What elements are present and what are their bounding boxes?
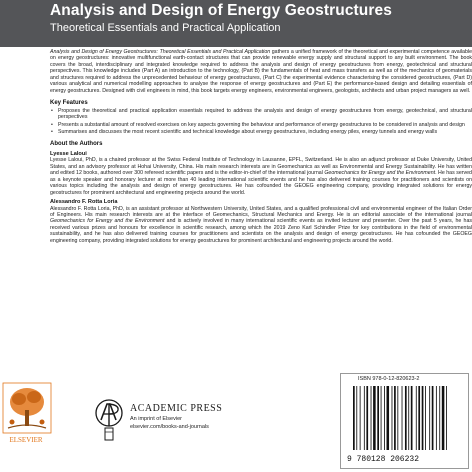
journal-title: Geomechanics for Energy and the Environment bbox=[324, 170, 436, 177]
key-features-list bbox=[50, 108, 472, 136]
title-banner bbox=[0, 0, 472, 47]
bio-text: Alessandro F. Rotta Loria, PhD, is an assistant professor at Northwestern University, United States, and a qualified professional civil and environmental engineer of the Italian Order of Engineers. His main research interests are at the interface of Geomechanics, Structural Mechanics and Energy. He is an editorial associate of the international journal bbox=[50, 205, 472, 218]
elsevier-wordmark: ELSEVIER bbox=[9, 436, 43, 444]
key-feature-item: • Presents a substantial amount of resolved exercises on key aspects governing the behaviour and performance of energy geostructures to be considered in analysis and design bbox=[50, 122, 472, 128]
bio-text: . He has served as a keynote speaker and honorary lecturer at more than 40 leading international scientific events and he has also delivered training courses for practitioners and scientists on various topics including the analysis and design of energy geostructures. He has cofounded the GEOEG engineering company, providing integrated solutions for energy geostructures for prominent architectural and engineering projects around the world. bbox=[50, 170, 472, 196]
book-title: Analysis and Design of Energy Geostructures bbox=[50, 2, 392, 19]
academic-press-logo-icon bbox=[92, 398, 126, 442]
journal-title: Geomechanics for Energy and the Environment bbox=[50, 218, 165, 225]
imprint-text: An imprint of Elsevier bbox=[130, 416, 182, 422]
author-name-laloui: Lyesse Laloui bbox=[50, 150, 87, 157]
book-subtitle: Theoretical Essentials and Practical Application bbox=[50, 22, 281, 34]
author-bio-laloui bbox=[50, 157, 472, 196]
author-bio-rotta-loria bbox=[50, 206, 472, 245]
publisher-url: elsevier.com/books-and-journals bbox=[130, 424, 209, 430]
barcode-icon bbox=[345, 384, 463, 464]
bio-text: Lyesse Laloui, PhD, is a chaired professor at the Swiss Federal Institute of Technology in Lausanne, EPFL, Switzerland. He is also an adjunct professor at Duke University, United States, and an advisory professor at Hohai University, China. His main research interests are in Geomechanics as well as Environmental and Energy Sustainability. He has written and edited 12 books, authored over 300 refereed scientific papers and is the editor-in-chief of the international journal bbox=[50, 157, 472, 177]
about-authors-heading: About the Authors bbox=[50, 141, 103, 148]
bio-text: and is actively involved in many international scientific events as invited lecturer and presenter. Over the past 5 years, he has received various prizes and honours for excellence in scientific research, among which the 2019 Zeno Karl Schindler Prize for key contributions in the field of environmental sustainability, and he has also delivered training courses for practitioners and scientists on the analysis and design of energy geostructures. He has cofounded the GEOEG engineering company, providing integrated solutions for energy geostructures for prominent architectural and engineering projects around the world. bbox=[50, 218, 472, 244]
elsevier-tree-logo-icon bbox=[2, 382, 52, 438]
author-name-rotta-loria: Alessandro F. Rotta Loria bbox=[50, 199, 118, 206]
barcode-digits: 9 780128 206232 bbox=[347, 455, 420, 464]
key-features-heading: Key Features bbox=[50, 100, 88, 107]
barcode-panel bbox=[340, 373, 469, 469]
blurb-content bbox=[50, 49, 472, 244]
academic-press-name: ACADEMIC PRESS bbox=[130, 403, 223, 414]
key-feature-item: • Proposes the theoretical and practical application essentials required to address the analysis and design of energy geostructures from energy, geotechnical, and structural perspectives bbox=[50, 108, 472, 121]
intro-paragraph bbox=[50, 49, 472, 94]
intro-text: gathers a unified framework of the theoretical and experimental competence available on energy geostructures: innovative multifunctional earth-contact structures that can provide renewable energy supply and structural support to any built environment. The book covers the broad, interdisciplinary and integrated knowledge required to address the analysis and design of energy geostructures from energy, geotechnical and structural perspectives. This knowledge includes (Part A) an introduction to the technology, (Part B) the fundamentals of heat and mass transfers as well as of the mechanics of geomaterials and structures required to address the unprecedented behaviour of energy geostructures, (Part C) the experimental evidence characterising the considered geostructures, (Part D) various analytical and numerical modelling approaches to analyse the response of energy geostructures and (Part E) the performance-based design and detailing essentials of energy geostructures. Designed with civil engineers in mind, this book targets energy engineers, environmental engineers, geologists, architects and urban project managers as well. bbox=[50, 49, 472, 94]
key-feature-item: • Summarises and discusses the most recent scientific and technical knowledge about energy geostructures, including energy piles, energy tunnels and energy walls bbox=[50, 129, 472, 135]
intro-book-title: Analysis and Design of Energy Geostructures: Theoretical Essentials and Practical Application bbox=[50, 49, 271, 55]
isbn-text: ISBN 978-0-12-820623-2 bbox=[358, 376, 420, 382]
